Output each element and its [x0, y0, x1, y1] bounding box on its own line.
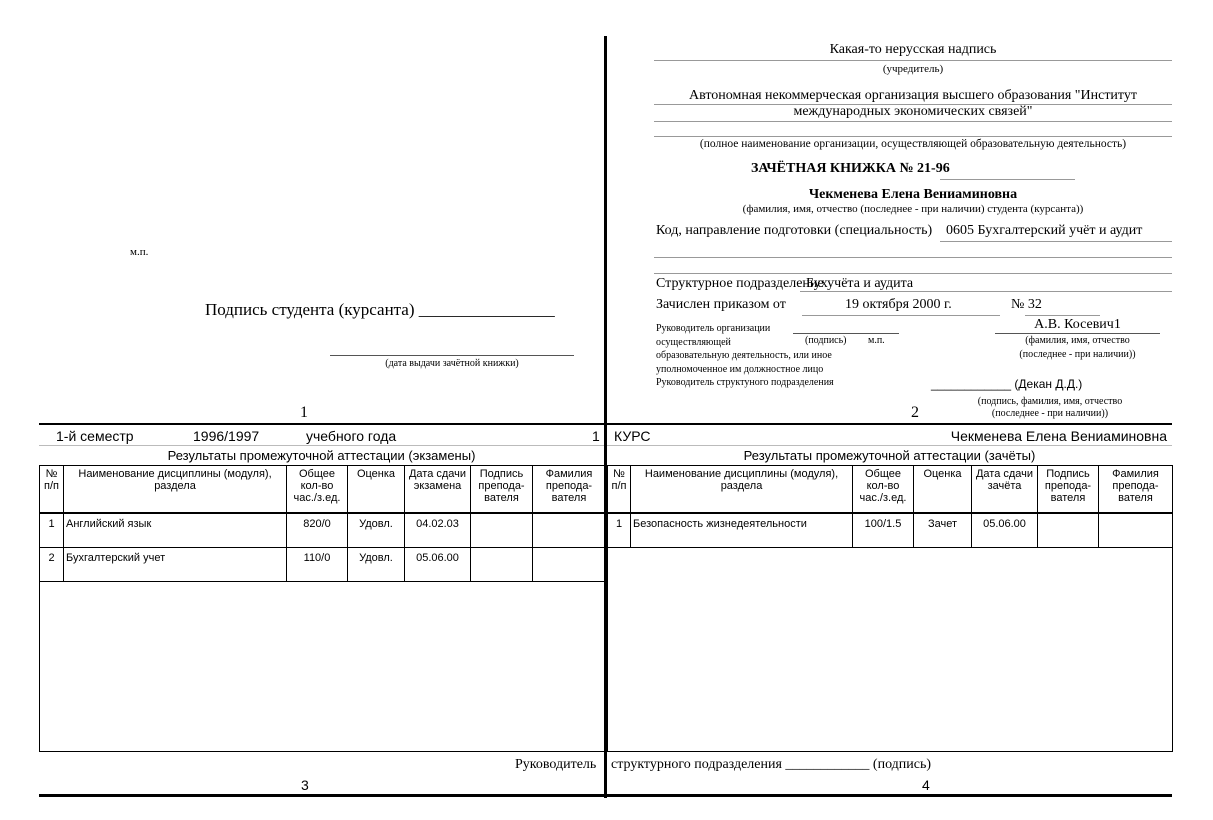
department-label: Структурное подразделение — [656, 276, 824, 291]
head-dept-line: Руководитель структуного подразделения — [656, 377, 834, 388]
head-org-line-4: уполномоченное им должностное лицо — [656, 363, 824, 375]
row-date: 05.06.00 — [972, 513, 1038, 548]
academic-year: 1996/1997 — [193, 428, 260, 444]
header-teacher-name: Фамилия препода-вателя — [533, 466, 606, 514]
exams-table — [39, 465, 606, 582]
specialty-line — [940, 241, 1172, 242]
header-discipline: Наименование дисциплины (модуля), раздела — [64, 466, 287, 514]
row-discipline: Английский язык — [64, 513, 287, 548]
header-number: № п/п — [40, 466, 64, 514]
organization-line-2 — [654, 121, 1172, 122]
page-number-3: 3 — [301, 777, 309, 793]
head-org-name: А.В. Косевич1 — [1034, 317, 1121, 332]
table-row — [40, 513, 606, 548]
stamp-caption: м.п. — [868, 335, 885, 346]
row-number: 2 — [40, 548, 64, 582]
bottom-rule — [39, 794, 1172, 797]
footer-head-label: Руководитель — [515, 757, 597, 772]
row-hours: 110/0 — [287, 548, 348, 582]
exams-table-header — [40, 466, 606, 514]
course-label: КУРС — [614, 428, 651, 444]
enrolled-date-line — [802, 315, 1000, 316]
department-line — [800, 291, 1172, 292]
credits-table — [607, 465, 1173, 548]
credits-table-header — [608, 466, 1173, 514]
exams-section-title: Результаты промежуточной аттестации (экзамены) — [167, 448, 476, 463]
header-grade: Оценка — [348, 466, 405, 514]
department-value: Бухучёта и аудита — [806, 276, 914, 291]
head-org-line-3: образовательную деятельность, или иное — [656, 350, 832, 361]
order-number-line — [1025, 315, 1100, 316]
header-date: Дата сдачи экзамена — [405, 466, 471, 514]
dean-caption-1: (подпись, фамилия, имя, отчество — [977, 396, 1123, 407]
head-org-sign-line — [793, 333, 899, 334]
page-number-2: 2 — [911, 404, 919, 421]
header-number: № п/п — [608, 466, 631, 514]
fio-caption-1: (фамилия, имя, отчество — [1025, 335, 1130, 346]
header-hours: Общее кол-во час./з.ед. — [853, 466, 914, 514]
header-teacher-signature: Подпись препода-вателя — [1038, 466, 1099, 514]
record-book-number-line — [940, 179, 1075, 180]
specialty-value: 0605 Бухгалтерский учёт и аудит — [946, 223, 1143, 238]
row-discipline: Бухгалтерский учет — [64, 548, 287, 582]
row-teacher-signature — [471, 513, 533, 548]
student-signature-label: Подпись студента (курсанта) ________________ — [205, 300, 555, 319]
organization-line-1 — [654, 104, 1172, 105]
dean-signature: ____________ (Декан Д.Д.) — [931, 377, 1083, 391]
row-number: 1 — [40, 513, 64, 548]
issue-date-line — [330, 355, 574, 356]
enrolled-label: Зачислен приказом от — [656, 297, 786, 312]
specialty-line-3 — [654, 273, 1172, 274]
row-teacher-signature — [1038, 513, 1099, 548]
footer-dept-label: структурного подразделения ____________ (подпись) — [611, 757, 932, 772]
credits-section-title: Результаты промежуточной аттестации (зачёты) — [743, 448, 1036, 463]
row-date: 05.06.00 — [405, 548, 471, 582]
header-discipline: Наименование дисциплины (модуля), раздела — [631, 466, 853, 514]
founder-line — [654, 60, 1172, 61]
head-org-name-line — [995, 333, 1160, 334]
head-org-line-1: Руководитель организации — [656, 323, 771, 334]
row-date: 04.02.03 — [405, 513, 471, 548]
row-teacher-name — [1099, 513, 1173, 548]
row-hours: 100/1.5 — [853, 513, 914, 548]
organization-name: Автономная некоммерческая организация высшего образования "Институт международных экономических связей" — [689, 88, 1137, 119]
row-hours: 820/0 — [287, 513, 348, 548]
order-number: № 32 — [1011, 297, 1042, 312]
specialty-line-2 — [654, 257, 1172, 258]
dean-caption-2: (последнее - при наличии)) — [991, 408, 1109, 419]
header-teacher-name: Фамилия препода-вателя — [1099, 466, 1173, 514]
course-number: 1 — [592, 428, 600, 444]
founder: Какая-то нерусская надпись — [829, 42, 997, 57]
specialty-label: Код, направление подготовки (специальность) — [656, 223, 933, 238]
row-grade: Удовл. — [348, 513, 405, 548]
header-date: Дата сдачи зачёта — [972, 466, 1038, 514]
semester-label: 1-й семестр — [56, 428, 134, 444]
student-full-name: Чекменева Елена Вениаминовна — [808, 187, 1018, 202]
row-number: 1 — [608, 513, 631, 548]
credits-table-empty-area — [607, 544, 1173, 752]
organization-caption: (полное наименование организации, осуществляющей образовательную деятельность) — [699, 138, 1127, 150]
page-number-1: 1 — [300, 404, 308, 421]
page-number-4: 4 — [922, 777, 930, 793]
semester-line — [39, 445, 604, 446]
exams-table-empty-area — [39, 577, 606, 752]
table-row — [608, 513, 1173, 548]
header-grade: Оценка — [914, 466, 972, 514]
row-discipline: Безопасность жизнедеятельности — [631, 513, 853, 548]
stamp-mark: м.п. — [130, 246, 149, 258]
row-grade: Удовл. — [348, 548, 405, 582]
academic-year-label: учебного года — [306, 428, 397, 444]
header-hours: Общее кол-во час./з.ед. — [287, 466, 348, 514]
course-line — [607, 445, 1172, 446]
row-grade: Зачет — [914, 513, 972, 548]
founder-caption: (учредитель) — [882, 63, 944, 75]
organization-line-3 — [654, 136, 1172, 137]
fio-caption-2: (последнее - при наличии)) — [1019, 349, 1136, 360]
student-name-caption: (фамилия, имя, отчество (последнее - при наличии) студента (курсанта)) — [742, 203, 1084, 215]
row-teacher-name — [533, 513, 606, 548]
student-name-header: Чекменева Елена Вениаминовна — [950, 428, 1167, 444]
section-divider — [39, 423, 1172, 425]
record-book-title: ЗАЧЁТНАЯ КНИЖКА № 21-96 — [751, 161, 950, 176]
issue-date-caption: (дата выдачи зачётной книжки) — [385, 358, 519, 369]
header-teacher-signature: Подпись препода-вателя — [471, 466, 533, 514]
head-org-line-2: осуществляющей — [656, 336, 731, 348]
enrolled-date: 19 октября 2000 г. — [845, 297, 952, 312]
sign-caption: (подпись) — [805, 335, 847, 346]
